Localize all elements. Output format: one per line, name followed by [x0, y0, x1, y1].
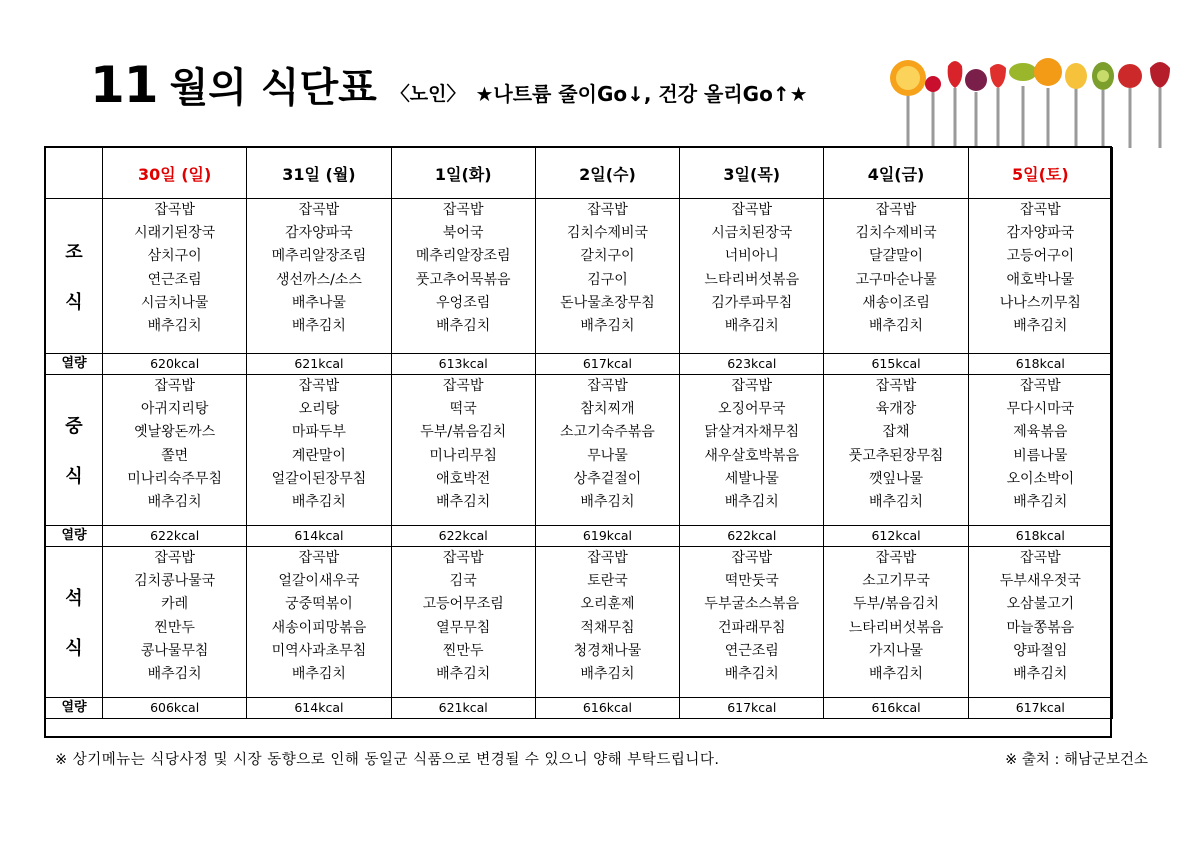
- dish-item: 김치콩나물국: [134, 573, 216, 590]
- dish-item: 배추김치: [291, 666, 346, 683]
- day-header: 4일(금): [824, 148, 968, 199]
- dish-item: 김가루파무침: [711, 294, 793, 311]
- dish-item: 옛날왕돈까스: [134, 424, 216, 441]
- kcal-value: 618kcal: [968, 354, 1112, 375]
- meal-label-char: 중: [65, 416, 83, 437]
- kcal-label: 열량: [46, 354, 103, 375]
- dish-item: 토란국: [587, 573, 628, 590]
- fruit-forks-image: [888, 48, 1188, 148]
- dish-item: 적채무침: [580, 619, 635, 636]
- menu-cell: [103, 375, 247, 526]
- dish-item: 열무무침: [436, 619, 491, 636]
- dish-item: 오리훈제: [580, 596, 635, 613]
- kcal-label: 열량: [46, 698, 103, 719]
- dish-item: 잡곡밥: [154, 378, 195, 394]
- dish-item: 궁중떡볶이: [285, 596, 353, 613]
- kcal-value: 614kcal: [247, 526, 391, 547]
- kcal-value: 620kcal: [103, 354, 247, 375]
- dish-item: 떡만둣국: [724, 573, 779, 590]
- menu-cell: [103, 199, 247, 354]
- dish-item: 배추김치: [868, 318, 924, 335]
- corner-cell: [46, 148, 103, 199]
- kcal-value: 617kcal: [680, 698, 824, 719]
- day-header: 5일(토): [968, 148, 1112, 199]
- kcal-value: 621kcal: [247, 354, 391, 375]
- dish-item: 마파두부: [291, 424, 346, 441]
- kcal-value: 617kcal: [535, 354, 679, 375]
- dish-item: 참치찌개: [580, 401, 635, 418]
- dish-item: 배추김치: [868, 666, 924, 683]
- dish-item: 오삼불고기: [1006, 596, 1075, 613]
- dish-item: 배추김치: [436, 666, 491, 683]
- menu-cell: [968, 199, 1112, 354]
- dish-item: 돈나물초장무침: [560, 294, 655, 311]
- dish-item: 미나리무침: [429, 447, 498, 464]
- dish-item: 배추김치: [291, 494, 346, 511]
- dish-item: 두부굴소스볶음: [704, 596, 800, 613]
- dish-item: 건파래무침: [717, 619, 786, 636]
- kcal-value: 621kcal: [391, 698, 535, 719]
- menu-cell: [824, 199, 968, 354]
- dish-item: 잡곡밥: [731, 550, 773, 566]
- meal-label-char: 조: [65, 242, 83, 263]
- menu-cell: [535, 547, 679, 698]
- dish-item: 고구마순나물: [855, 271, 937, 288]
- dish-item: 미나리숙주무침: [127, 470, 222, 487]
- meal-label: [46, 199, 103, 354]
- menu-cell: [391, 375, 535, 526]
- kcal-value: 623kcal: [680, 354, 824, 375]
- dish-item: 잡곡밥: [587, 202, 628, 218]
- day-header: 31일 (월): [247, 148, 391, 199]
- dish-item: 배추김치: [580, 666, 635, 683]
- dish-item: 오이소박이: [1006, 470, 1075, 487]
- kcal-value: 618kcal: [968, 526, 1112, 547]
- day-header: 1일(화): [391, 148, 535, 199]
- dish-item: 잡곡밥: [442, 378, 484, 394]
- kcal-value: 606kcal: [103, 698, 247, 719]
- day-header: 2일(수): [535, 148, 679, 199]
- dish-item: 삼치구이: [147, 248, 202, 265]
- dish-item: 잡곡밥: [1020, 378, 1061, 394]
- dish-item: 배추김치: [436, 318, 491, 335]
- day-header: 3일(목): [680, 148, 824, 199]
- menu-cell: [535, 375, 679, 526]
- dish-item: 비름나물: [1013, 447, 1068, 464]
- dish-item: 배추김치: [1013, 666, 1068, 683]
- dish-item: 배추김치: [580, 318, 635, 335]
- kcal-value: 622kcal: [103, 526, 247, 547]
- menu-cell: [968, 547, 1112, 698]
- dish-item: 애호박전: [436, 470, 491, 487]
- dish-item: 무다시마국: [1006, 401, 1075, 418]
- dish-item: 미역사과초무침: [271, 642, 367, 659]
- dish-item: 시금치된장국: [711, 225, 793, 242]
- dish-item: 떡국: [449, 401, 477, 418]
- footer-note: ※ 상기메뉴는 식당사정 및 시장 동향으로 인해 동일군 식품으로 변경될 수 있으니 양해 부탁드립니다.: [55, 752, 720, 768]
- dish-item: 잡곡밥: [731, 202, 773, 218]
- title-month: 11: [90, 56, 158, 114]
- dish-item: 잡곡밥: [154, 202, 195, 218]
- dish-item: 가지나물: [868, 642, 924, 659]
- dish-item: 김구이: [587, 271, 628, 288]
- dish-item: 느타리버섯볶음: [848, 619, 944, 636]
- menu-cell: [103, 547, 247, 698]
- page-title: [90, 50, 808, 114]
- day-header-row: [46, 148, 1113, 199]
- meal-label-char: 석: [65, 588, 83, 609]
- dish-item: 잡채: [882, 424, 910, 441]
- dish-item: 시금치나물: [140, 294, 209, 311]
- dish-item: 시래기된장국: [134, 225, 216, 242]
- dish-item: 잡곡밥: [442, 550, 484, 566]
- dish-item: 잡곡밥: [875, 550, 917, 566]
- dish-item: 갈치구이: [580, 248, 635, 265]
- kcal-value: 613kcal: [391, 354, 535, 375]
- dish-item: 배추김치: [724, 494, 779, 511]
- kcal-value: 615kcal: [824, 354, 968, 375]
- meal-label: [46, 547, 103, 698]
- meal-row: [46, 547, 1113, 698]
- dish-item: 쫄면: [161, 447, 189, 464]
- menu-cell: [968, 375, 1112, 526]
- dish-item: 고등어구이: [1006, 248, 1075, 265]
- dish-item: 메추리알장조림: [415, 248, 511, 265]
- dish-item: 잡곡밥: [442, 202, 484, 218]
- dish-item: 무나물: [587, 447, 628, 464]
- dish-item: 아귀지리탕: [140, 401, 209, 418]
- dish-item: 잡곡밥: [731, 378, 773, 394]
- dish-item: 배추김치: [436, 494, 491, 511]
- meal-label-char: 식: [65, 638, 83, 659]
- dish-item: 배추김치: [147, 666, 202, 683]
- kcal-value: 617kcal: [968, 698, 1112, 719]
- title-slogan: ★나트륨 줄이Go↓, 건강 올리Go↑★: [475, 82, 808, 106]
- dish-item: 콩나물무침: [140, 642, 209, 659]
- dish-item: 메추리알장조림: [271, 248, 367, 265]
- day-header: 30일 (일): [103, 148, 247, 199]
- dish-item: 찐만두: [154, 619, 195, 636]
- dish-item: 김국: [449, 573, 477, 590]
- title-main: 월의 식단표: [169, 65, 377, 111]
- dish-item: 잡곡밥: [298, 202, 340, 218]
- dish-item: 달걀말이: [868, 248, 924, 265]
- dish-item: 감자양파국: [285, 225, 353, 242]
- dish-item: 배추김치: [291, 318, 346, 335]
- title-subtitle: 〈노인〉: [390, 83, 466, 105]
- dish-item: 소고기숙주볶음: [560, 424, 655, 441]
- dish-item: 느타리버섯볶음: [704, 271, 800, 288]
- dish-item: 두부새우젓국: [999, 573, 1081, 590]
- dish-item: 세발나물: [724, 470, 779, 487]
- dish-item: 감자양파국: [1006, 225, 1075, 242]
- dish-item: 소고기무국: [862, 573, 930, 590]
- dish-item: 배추김치: [1013, 494, 1068, 511]
- menu-cell: [391, 547, 535, 698]
- dish-item: 연근조림: [147, 271, 202, 288]
- dish-item: 깻잎나물: [868, 470, 924, 487]
- meal-row: [46, 375, 1113, 526]
- menu-cell: [247, 375, 391, 526]
- dish-item: 잡곡밥: [875, 378, 917, 394]
- dish-item: 상추겉절이: [573, 470, 642, 487]
- dish-item: 새송이피망볶음: [271, 619, 367, 636]
- dish-item: 배추나물: [291, 294, 346, 311]
- dish-item: 마늘쫑볶음: [1006, 619, 1075, 636]
- meal-label: [46, 375, 103, 526]
- dish-item: 잡곡밥: [875, 202, 917, 218]
- dish-item: 카레: [161, 596, 189, 613]
- kcal-row: [46, 526, 1113, 547]
- dish-item: 두부/볶음김치: [853, 596, 939, 613]
- kcal-row: [46, 698, 1113, 719]
- dish-item: 배추김치: [580, 494, 635, 511]
- dish-item: 양파절임: [1013, 642, 1068, 659]
- dish-item: 얼갈이된장무침: [271, 470, 367, 487]
- dish-item: 새우살호박볶음: [704, 447, 800, 464]
- dish-item: 배추김치: [147, 494, 202, 511]
- kcal-value: 616kcal: [824, 698, 968, 719]
- menu-cell: [535, 199, 679, 354]
- dish-item: 새송이조림: [862, 294, 930, 311]
- dish-item: 북어국: [442, 225, 484, 242]
- kcal-label: 열량: [46, 526, 103, 547]
- kcal-value: 619kcal: [535, 526, 679, 547]
- dish-item: 잡곡밥: [587, 378, 628, 394]
- dish-item: 우엉조림: [436, 294, 491, 311]
- dish-item: 육개장: [875, 401, 917, 418]
- dish-item: 오리탕: [298, 401, 340, 418]
- kcal-value: 616kcal: [535, 698, 679, 719]
- dish-item: 오징어무국: [717, 401, 786, 418]
- dish-item: 너비아니: [724, 248, 779, 265]
- dish-item: 잡곡밥: [298, 550, 340, 566]
- footer-source: ※ 출처 : 해남군보건소: [1005, 752, 1148, 768]
- kcal-value: 622kcal: [391, 526, 535, 547]
- menu-cell: [824, 375, 968, 526]
- dish-item: 계란말이: [291, 447, 346, 464]
- kcal-row: [46, 354, 1113, 375]
- dish-item: 얼갈이새우국: [278, 573, 360, 590]
- dish-item: 배추김치: [724, 666, 779, 683]
- dish-item: 풋고추된장무침: [848, 447, 944, 464]
- dish-item: 애호박나물: [1006, 271, 1075, 288]
- dish-item: 제육볶음: [1013, 424, 1068, 441]
- dish-item: 김치수제비국: [855, 225, 937, 242]
- menu-cell: [680, 547, 824, 698]
- dish-item: 나나스끼무침: [999, 294, 1081, 311]
- dish-item: 찐만두: [442, 642, 484, 659]
- meal-row: [46, 199, 1113, 354]
- menu-cell: [824, 547, 968, 698]
- dish-item: 잡곡밥: [298, 378, 340, 394]
- dish-item: 풋고추어묵볶음: [415, 271, 511, 288]
- menu-table: [45, 147, 1113, 719]
- kcal-value: 622kcal: [680, 526, 824, 547]
- dish-item: 김치수제비국: [566, 225, 649, 242]
- dish-item: 청경채나물: [573, 642, 642, 659]
- dish-item: 배추김치: [1013, 318, 1068, 335]
- dish-item: 잡곡밥: [587, 550, 628, 566]
- meal-label-char: 식: [65, 292, 83, 313]
- dish-item: 고등어무조림: [422, 596, 504, 613]
- meal-label-char: 식: [65, 466, 83, 487]
- menu-cell: [247, 199, 391, 354]
- dish-item: 배추김치: [724, 318, 779, 335]
- dish-item: 닭살겨자채무침: [704, 424, 800, 441]
- dish-item: 잡곡밥: [1020, 202, 1061, 218]
- kcal-value: 614kcal: [247, 698, 391, 719]
- menu-cell: [680, 199, 824, 354]
- dish-item: 배추김치: [868, 494, 924, 511]
- menu-cell: [391, 199, 535, 354]
- dish-item: 잡곡밥: [1020, 550, 1061, 566]
- dish-item: 생선까스/소스: [275, 271, 362, 288]
- dish-item: 연근조림: [724, 642, 779, 659]
- kcal-value: 612kcal: [824, 526, 968, 547]
- dish-item: 잡곡밥: [154, 550, 195, 566]
- dish-item: 배추김치: [147, 318, 202, 335]
- dish-item: 두부/볶음김치: [420, 424, 507, 441]
- menu-cell: [247, 547, 391, 698]
- menu-cell: [680, 375, 824, 526]
